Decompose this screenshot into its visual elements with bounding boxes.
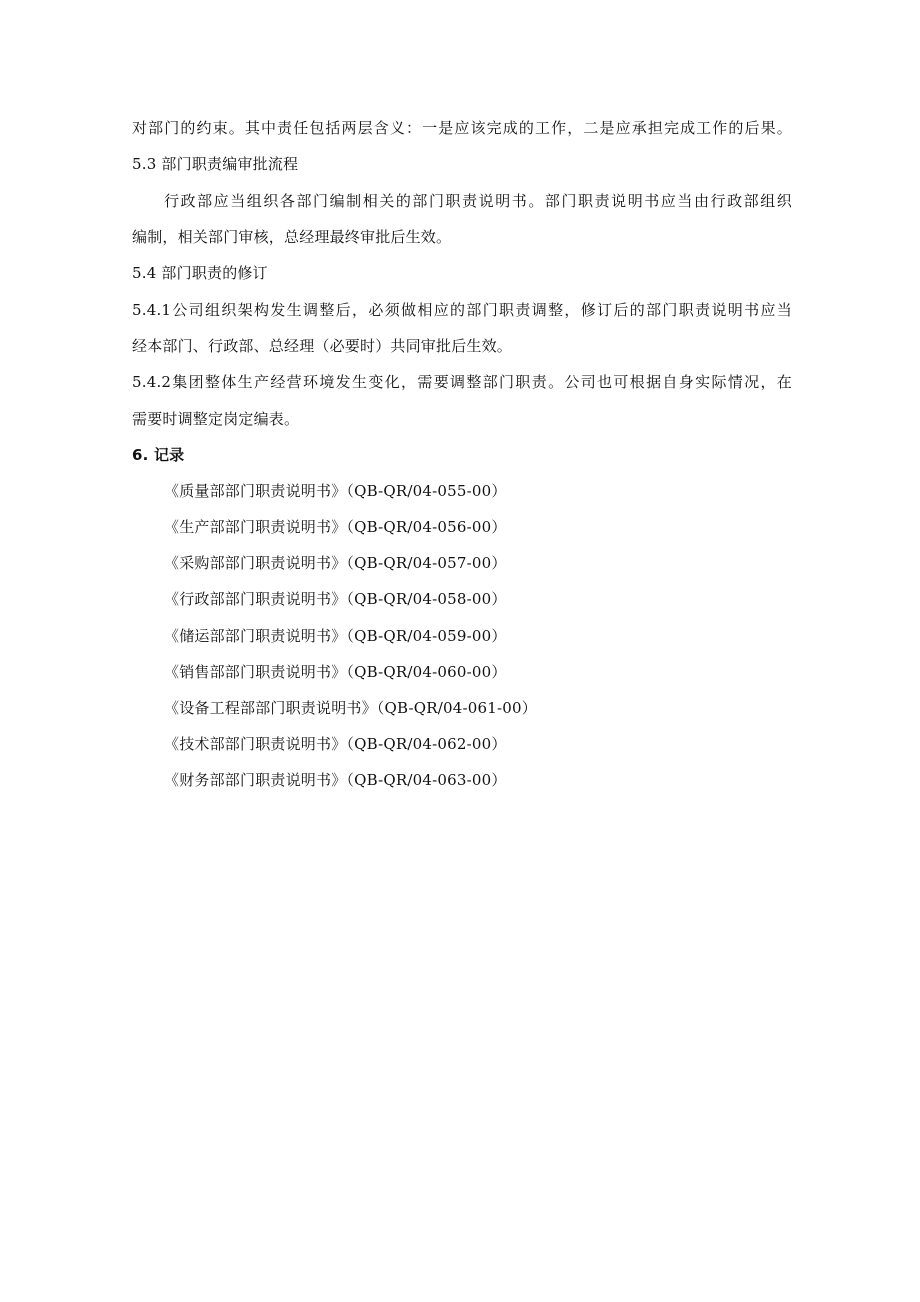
record-item: 《行政部部门职责说明书》（QB-QR/04-058-00） bbox=[164, 590, 507, 608]
record-item: 《生产部部门职责说明书》（QB-QR/04-056-00） bbox=[164, 518, 507, 536]
item-5-4-2-line-2: 需要时调整定岗定编表。 bbox=[132, 410, 300, 428]
section-5-3-text-line-1: 行政部应当组织各部门编制相关的部门职责说明书。部门职责说明书应当由行政部组织 bbox=[164, 192, 792, 210]
section-heading-6: 6. 记录 bbox=[132, 446, 185, 464]
record-item: 《储运部部门职责说明书》（QB-QR/04-059-00） bbox=[164, 627, 507, 645]
record-item: 《采购部部门职责说明书》（QB-QR/04-057-00） bbox=[164, 554, 507, 572]
item-5-4-2-line-1: 5.4.2集团整体生产经营环境发生变化，需要调整部门职责。公司也可根据自身实际情况，在 bbox=[132, 373, 792, 391]
record-item: 《财务部部门职责说明书》（QB-QR/04-063-00） bbox=[164, 771, 507, 789]
record-item: 《质量部部门职责说明书》（QB-QR/04-055-00） bbox=[164, 482, 507, 500]
section-heading-5-4: 5.4 部门职责的修订 bbox=[132, 264, 268, 282]
record-item: 《设备工程部部门职责说明书》（QB-QR/04-061-00） bbox=[164, 699, 537, 717]
item-5-4-1-line-2: 经本部门、行政部、总经理（必要时）共同审批后生效。 bbox=[132, 337, 513, 355]
record-item: 《销售部部门职责说明书》（QB-QR/04-060-00） bbox=[164, 663, 507, 681]
section-5-3-text-line-2: 编制，相关部门审核，总经理最终审批后生效。 bbox=[132, 228, 452, 246]
section-heading-5-3: 5.3 部门职责编审批流程 bbox=[132, 155, 299, 173]
record-item: 《技术部部门职责说明书》（QB-QR/04-062-00） bbox=[164, 735, 507, 753]
paragraph-continuation: 对部门的约束。其中责任包括两层含义：一是应该完成的工作，二是应承担完成工作的后果。 bbox=[132, 119, 792, 137]
item-5-4-1-line-1: 5.4.1公司组织架构发生调整后，必须做相应的部门职责调整，修订后的部门职责说明书应当 bbox=[132, 301, 792, 319]
